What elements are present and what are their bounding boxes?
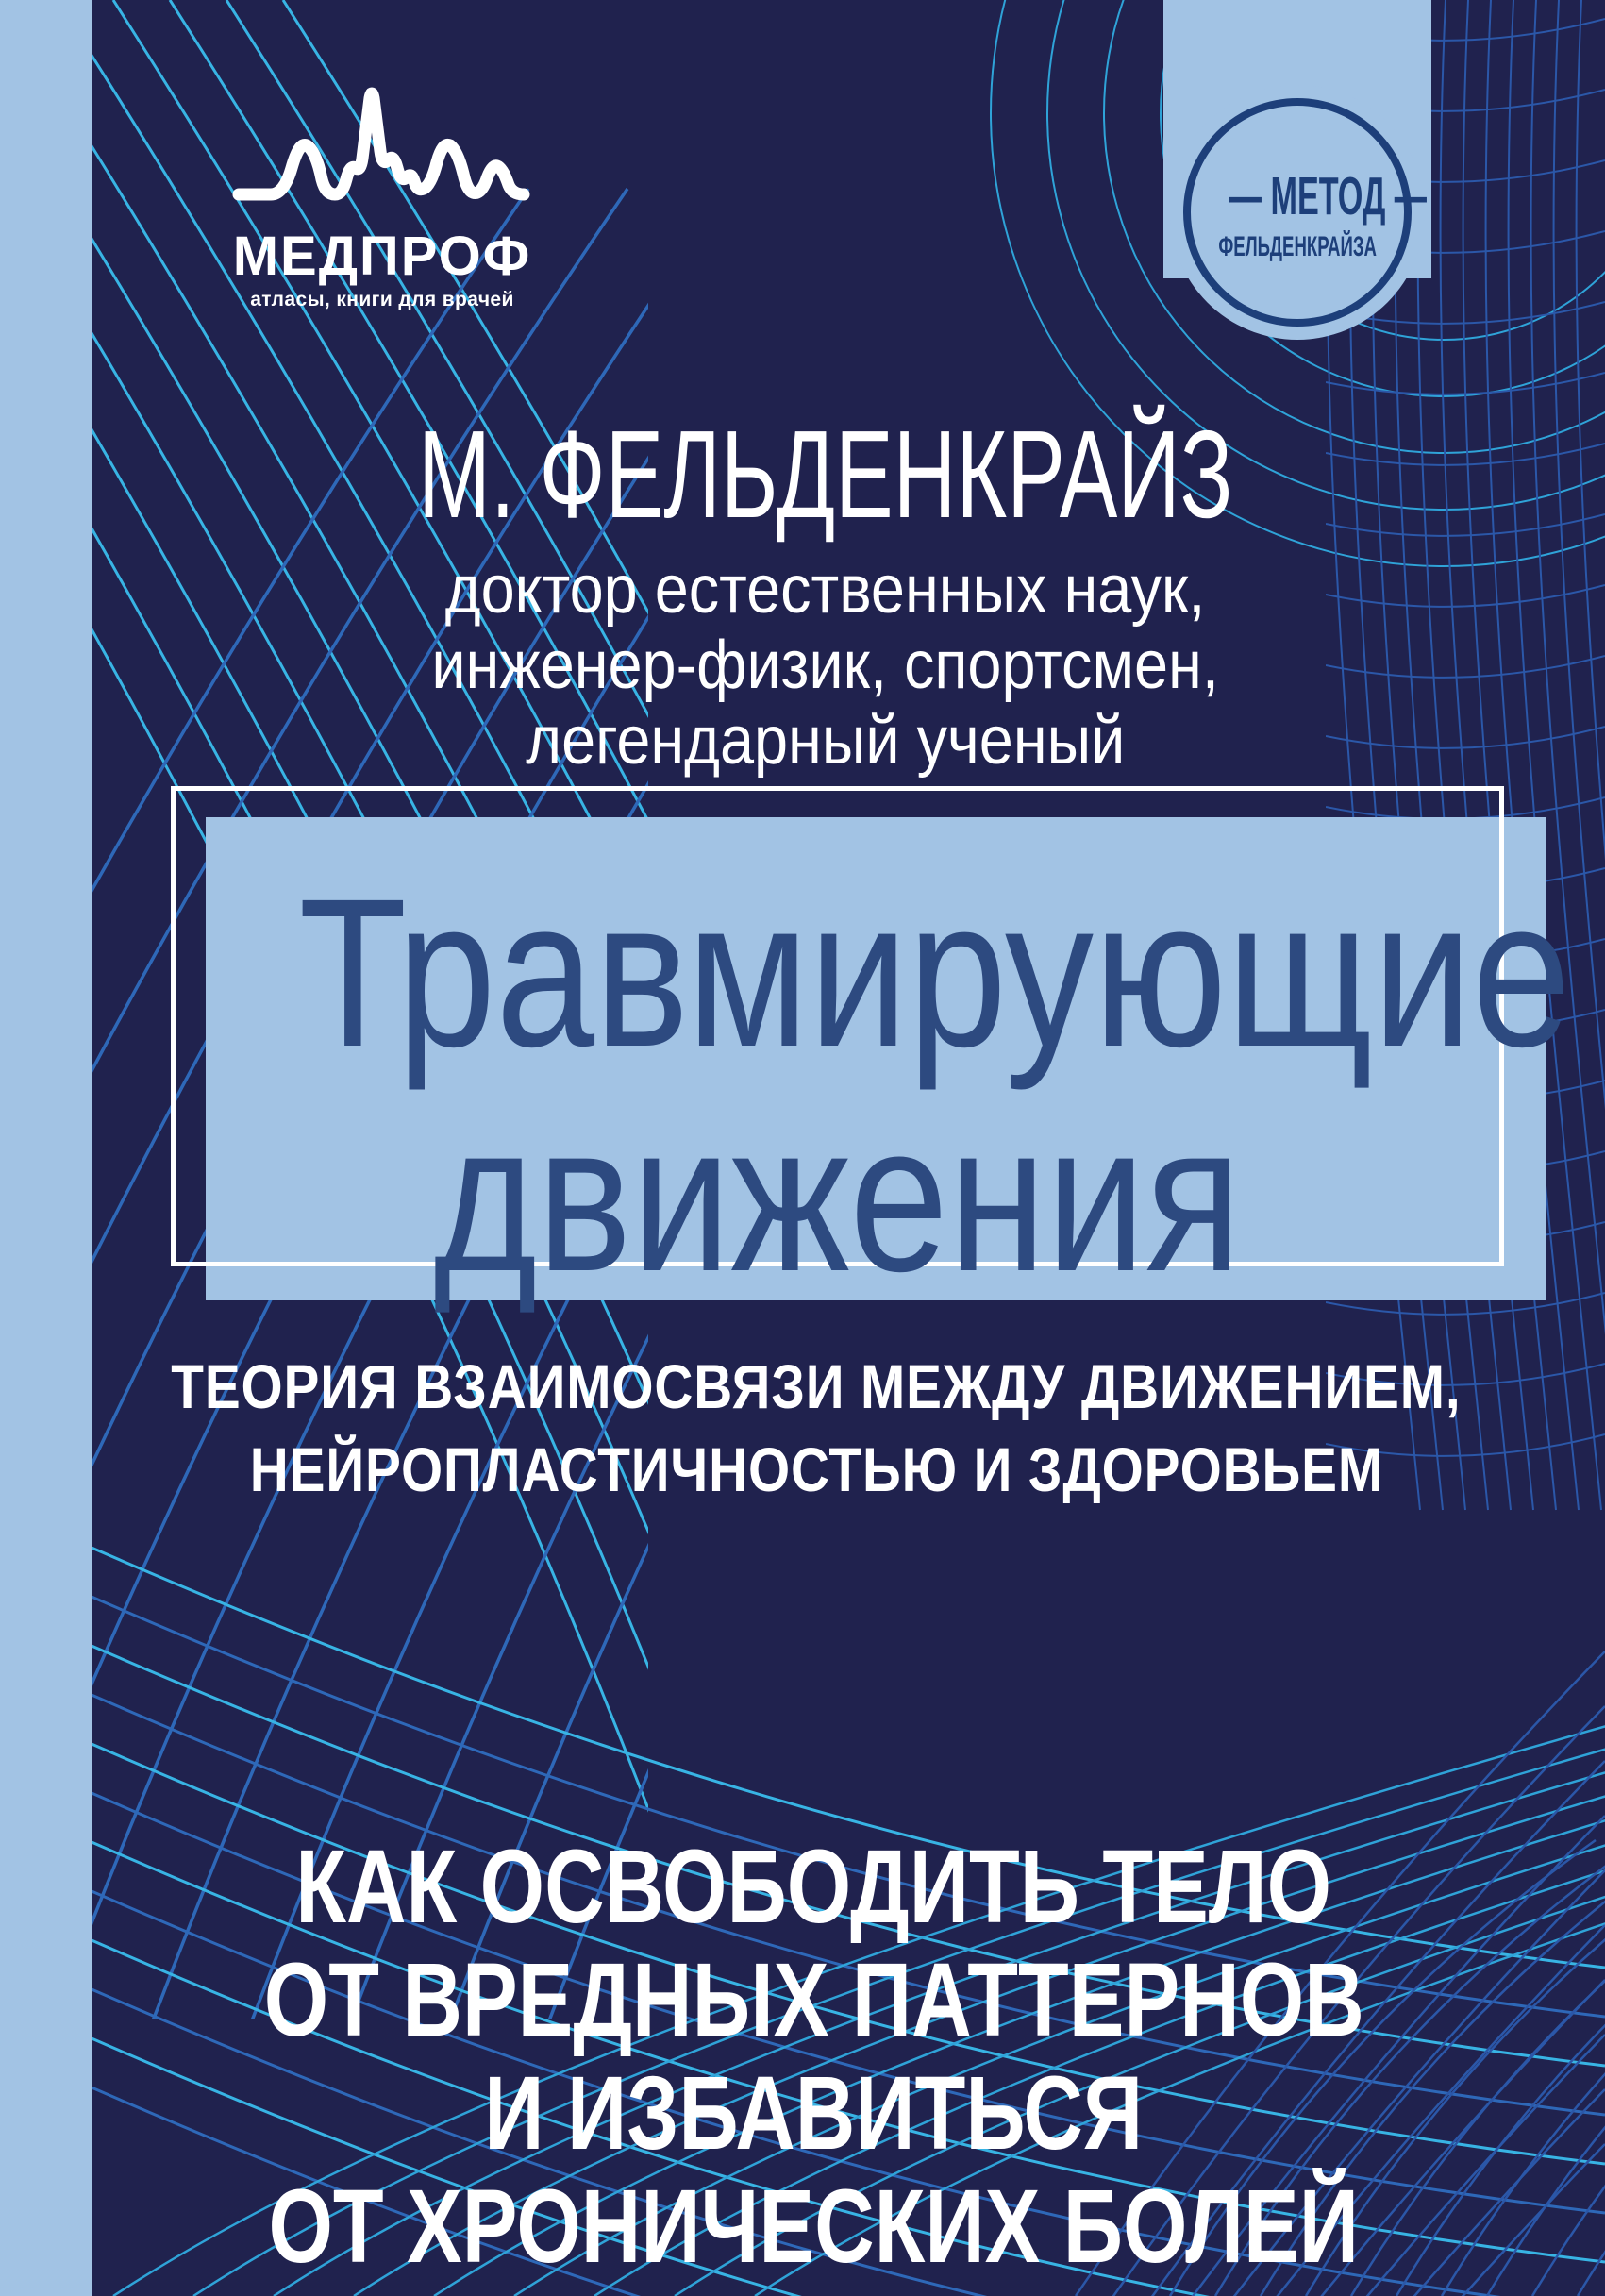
method-badge-line2 [1163, 232, 1431, 262]
author-name-text: М. ФЕЛЬДЕНКРАЙЗ [418, 405, 1233, 544]
author-name [0, 405, 1605, 544]
author-descriptor-line: доктор естественных наук, [445, 552, 1206, 628]
method-badge-line2-text: ФЕЛЬДЕНКРАЙЗА [1218, 231, 1377, 262]
method-badge-line1-text: — МЕТОД — [1229, 166, 1428, 226]
pulse-waveform-icon [229, 53, 533, 208]
publisher-name [193, 225, 571, 288]
subtitle-line: НЕЙРОПЛАСТИЧНОСТЬЮ И ЗДОРОВЬЕМ [249, 1434, 1383, 1504]
bottom-tagline-line: КАК ОСВОБОДИТЬ ТЕЛО [295, 1829, 1332, 1945]
method-badge-line1 [1163, 166, 1431, 226]
publisher-tagline-text: атласы, книги для врачей [250, 289, 514, 310]
publisher-name-text: МЕДПРОФ [232, 226, 532, 287]
bottom-tagline-line: ОТ ВРЕДНЫХ ПАТТЕРНОВ [263, 1942, 1364, 2058]
book-title-line: Травмирующие [298, 855, 1571, 1091]
bottom-tagline [0, 1831, 1605, 2284]
author-descriptors [0, 552, 1605, 779]
publisher-tagline [193, 289, 571, 311]
author-descriptor-line: инженер-физик, спортсмен, [431, 628, 1220, 703]
author-descriptor-line: легендарный ученый [526, 703, 1126, 779]
bottom-tagline-line: И ИЗБАВИТЬСЯ [484, 2055, 1144, 2171]
subtitle-line: ТЕОРИЯ ВЗАИМОСВЯЗИ МЕЖДУ ДВИЖЕНИЕМ, [171, 1351, 1462, 1421]
subtitle [0, 1345, 1605, 1511]
book-title [177, 855, 1571, 1316]
book-title-line: движения [433, 1080, 1243, 1316]
bottom-tagline-line: ОТ ХРОНИЧЕСКИХ БОЛЕЙ [268, 2169, 1360, 2285]
